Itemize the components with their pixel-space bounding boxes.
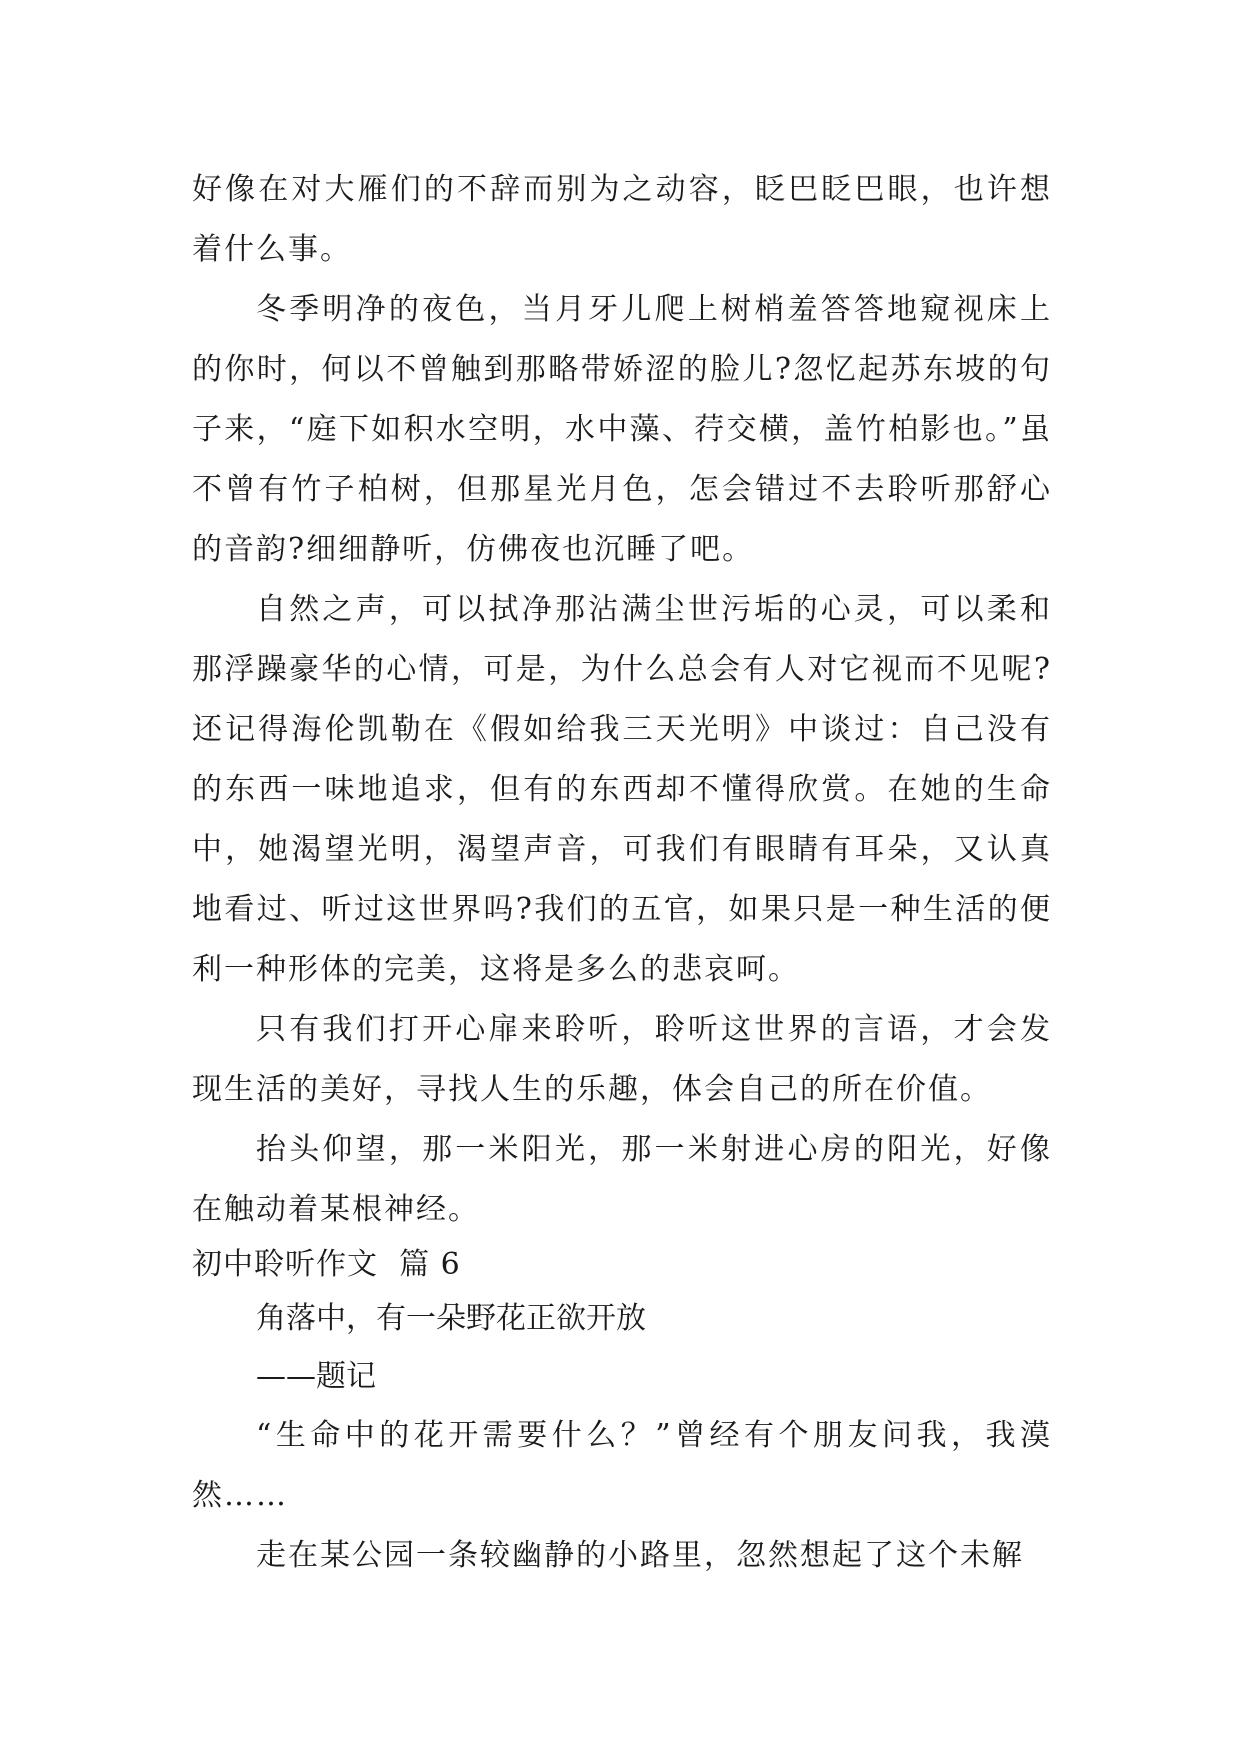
paragraph-4: 只有我们打开心扉来聆听，聆听这世界的言语，才会发现生活的美好，寻找人生的乐趣，体会自己的所在价值。 <box>192 1012 1052 1107</box>
paragraph-6: “生命中的花开需要什么？”曾经有个朋友问我，我漠然…… <box>192 1418 1052 1513</box>
epigraph-line: 角落中，有一朵野花正欲开放 <box>256 1301 646 1336</box>
paragraph-7: 走在某公园一条较幽静的小路里，忽然想起了这个未解 <box>256 1538 1024 1573</box>
document-body <box>192 160 1052 1586</box>
paragraph-5: 抬头仰望，那一米阳光，那一米射进心房的阳光，好像在触动着某根神经。 <box>192 1132 1052 1227</box>
paragraph-3: 自然之声，可以拭净那沾满尘世污垢的心灵，可以柔和那浮躁豪华的心情，可是，为什么总会有人对它视而不见呢?还记得海伦凯勒在《假如给我三天光明》中谈过：自己没有的东西一味地追求，但有的东西却不懂得欣赏。在她的生命中，她渴望光明，渴望声音，可我们有眼睛有耳朵，又认真地看过、听过这世界吗?我们的五官，如果只是一种生活的便利一种形体的完美，这将是多么的悲哀呵。 <box>192 592 1052 987</box>
paragraph-1: 好像在对大雁们的不辞而别为之动容，眨巴眨巴眼，也许想着什么事。 <box>192 172 1052 267</box>
paragraph-2: 冬季明净的夜色，当月牙儿爬上树梢羞答答地窥视床上的你时，何以不曾触到那略带娇涩的脸儿?忽忆起苏东坡的句子来，“庭下如积水空明，水中藻、荇交横，盖竹柏影也。”虽不曾有竹子柏树，但那星光月色，怎会错过不去聆听那舒心的音韵?细细静听，仿佛夜也沉睡了吧。 <box>192 292 1052 567</box>
section-heading: 初中聆听作文 篇 6 <box>192 1247 461 1282</box>
epigraph-attribution: ——题记 <box>256 1359 376 1394</box>
